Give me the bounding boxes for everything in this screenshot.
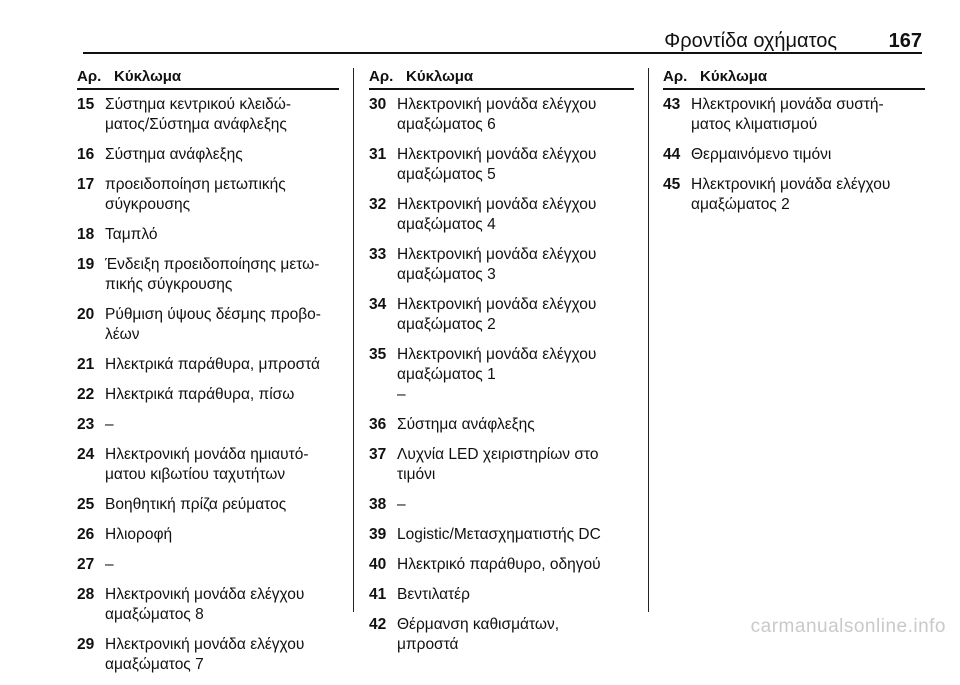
fuse-circuit: Ηλεκτρονική μονάδα ελέγχου αμαξώματος 7 [105,636,305,673]
fuse-row [77,415,339,435]
fuse-row [369,445,634,485]
watermark: carmanualsonline.info [750,616,946,637]
fuse-circuit: Ρύθμιση ύψους δέσμης προβο- λέων [105,306,321,343]
fuse-number: 24 [77,446,95,463]
page-header [0,30,922,54]
fuse-row [77,305,339,345]
header-circuit: Κύκλωμα [406,68,474,85]
fuse-number: 45 [663,176,681,193]
fuse-number: 40 [369,556,387,573]
fuse-row [77,145,339,165]
section-title: Φροντίδα οχήματος [664,30,837,52]
fuse-number: 36 [369,416,387,433]
fuse-number: 37 [369,446,387,463]
fuse-number: 23 [77,416,95,433]
fuse-row [77,355,339,375]
fuse-row [369,195,634,235]
fuse-number: 43 [663,96,681,113]
fuse-row [77,495,339,515]
fuse-number: 41 [369,586,387,603]
fuse-circuit: Ηλεκτρονική μονάδα ημιαυτό- ματου κιβωτίου ταχυτήτων [105,446,309,483]
fuse-circuit: Ηλεκτρονική μονάδα ελέγχου αμαξώματος 4 [397,196,597,233]
fuse-row [663,145,925,165]
fuse-circuit: Ένδειξη προειδοποίησης μετω- πικής σύγκρουσης [105,256,320,293]
fuse-number: 15 [77,96,95,113]
fuse-row [369,245,634,285]
fuse-circuit: Ηλεκτρονική μονάδα ελέγχου αμαξώματος 2 [397,296,597,333]
fuse-row [369,415,634,435]
fuse-circuit: Ηλεκτρονική μονάδα συστή- ματος κλιματισμού [691,96,884,133]
fuse-circuit: Ηλεκτρονική μονάδα ελέγχου αμαξώματος 8 [105,586,305,623]
fuse-row [369,295,634,335]
page-number: 167 [888,30,922,52]
fuse-row [77,95,339,135]
fuse-row [369,615,634,655]
fuse-row [77,555,339,575]
fuse-number: 39 [369,526,387,543]
fuse-number: 20 [77,306,95,323]
fuse-row [77,525,339,545]
table-header [77,68,339,90]
fuse-circuit: Ταμπλό [105,226,158,243]
fuse-circuit: Σύστημα κεντρικού κλειδώ- ματος/Σύστημα ανάφλεξης [105,96,292,133]
fuse-row [77,225,339,245]
header-rule [83,52,922,54]
fuse-number: 32 [369,196,387,213]
fuse-number: 22 [77,386,95,403]
fuse-circuit: Ηλεκτρονική μονάδα ελέγχου αμαξώματος 5 [397,146,597,183]
fuse-circuit: Logistic/Μετασχηματιστής DC [397,526,601,543]
fuse-row [77,385,339,405]
fuse-number: 38 [369,496,387,513]
fuse-circuit: Ηλιοροφή [105,526,173,543]
fuse-circuit: Ηλεκτρονική μονάδα ελέγχου αμαξώματος 1 – [397,346,597,403]
fuse-row [369,145,634,185]
fuse-number: 21 [77,356,95,373]
header-num: Αρ. [77,68,102,85]
fuse-circuit: – [105,416,114,433]
fuse-circuit: Ηλεκτρικά παράθυρα, μπροστά [105,356,321,373]
fuse-circuit: Βεντιλατέρ [397,586,470,603]
fuse-circuit: Θέρμανση καθισμάτων, μπροστά [397,616,560,653]
fuse-number: 17 [77,176,95,193]
fuse-circuit: Ηλεκτρονική μονάδα ελέγχου αμαξώματος 6 [397,96,597,133]
fuse-column-2 [369,68,634,665]
fuse-row [369,345,634,405]
fuse-row [77,445,339,485]
fuse-circuit: Λυχνία LED χειριστηρίων στο τιμόνι [397,446,599,483]
fuse-circuit: Ηλεκτρονική μονάδα ελέγχου αμαξώματος 3 [397,246,597,283]
fuse-circuit: – [105,556,114,573]
header-num: Αρ. [369,68,394,85]
header-num: Αρ. [663,68,688,85]
fuse-number: 27 [77,556,95,573]
fuse-column-1 [77,68,339,685]
fuse-row [77,585,339,625]
fuse-number: 42 [369,616,387,633]
fuse-row [369,585,634,605]
fuse-circuit: Ηλεκτρικό παράθυρο, οδηγού [397,556,601,573]
fuse-number: 16 [77,146,95,163]
fuse-circuit: – [397,496,406,513]
fuse-number: 18 [77,226,95,243]
fuse-number: 33 [369,246,387,263]
fuse-number: 30 [369,96,387,113]
fuse-circuit: προειδοποίηση μετωπικής σύγκρουσης [105,176,286,213]
fuse-number: 29 [77,636,95,653]
fuse-circuit: Ηλεκτρονική μονάδα ελέγχου αμαξώματος 2 [691,176,891,213]
fuse-number: 35 [369,346,387,363]
header-circuit: Κύκλωμα [114,68,182,85]
fuse-row [77,175,339,215]
fuse-number: 19 [77,256,95,273]
fuse-row [663,95,925,135]
fuse-number: 28 [77,586,95,603]
fuse-row [369,95,634,135]
fuse-circuit: Σύστημα ανάφλεξης [105,146,243,163]
table-header [369,68,634,90]
column-divider [648,68,649,612]
table-header [663,68,925,90]
fuse-number: 34 [369,296,387,313]
fuse-column-3 [663,68,925,225]
fuse-row [369,495,634,515]
fuse-row [77,635,339,675]
fuse-circuit: Ηλεκτρικά παράθυρα, πίσω [105,386,295,403]
fuse-circuit: Σύστημα ανάφλεξης [397,416,535,433]
column-divider [353,68,354,612]
fuse-row [369,555,634,575]
fuse-row [369,525,634,545]
header-circuit: Κύκλωμα [700,68,768,85]
fuse-row [663,175,925,215]
fuse-number: 44 [663,146,681,163]
fuse-circuit: Θερμαινόμενο τιμόνι [691,146,832,163]
fuse-number: 26 [77,526,95,543]
fuse-row [77,255,339,295]
fuse-number: 25 [77,496,95,513]
fuse-circuit: Βοηθητική πρίζα ρεύματος [105,496,287,513]
fuse-number: 31 [369,146,387,163]
